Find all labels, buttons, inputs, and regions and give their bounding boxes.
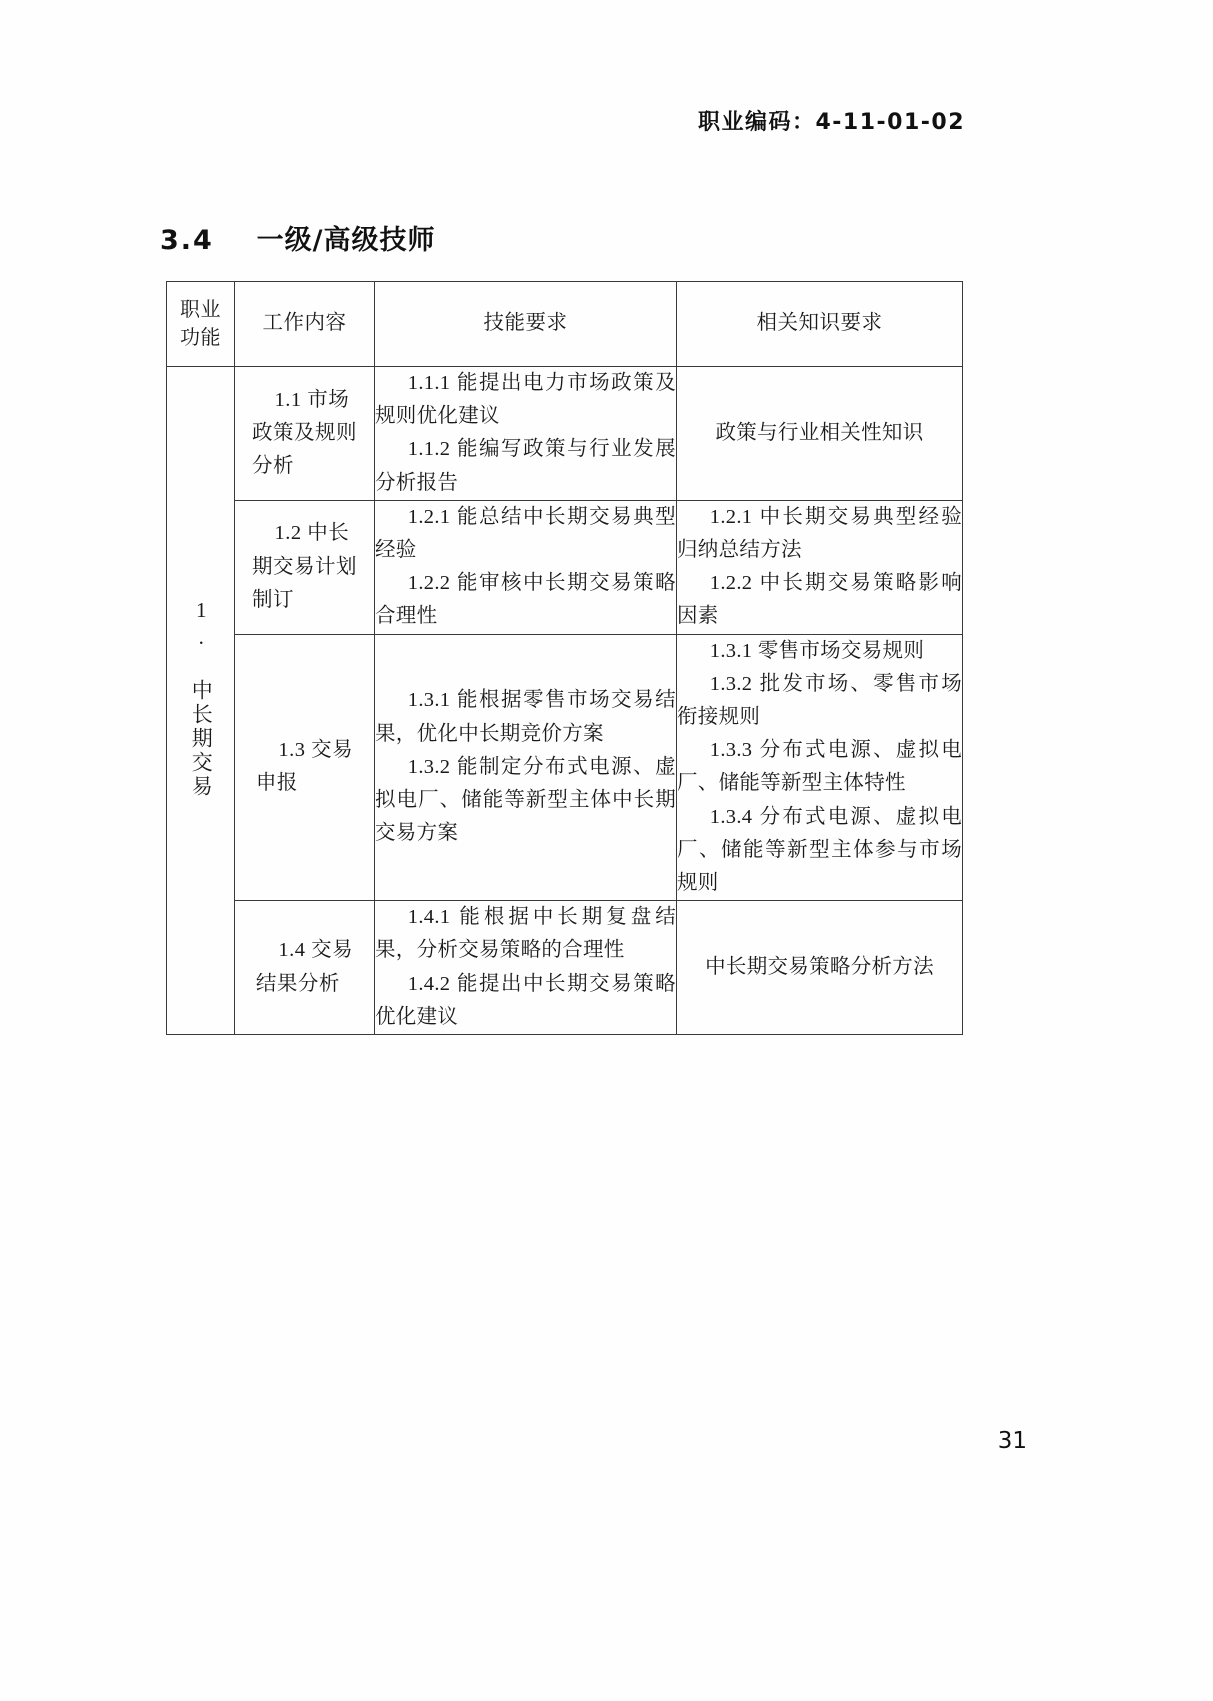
work-content-cell <box>235 500 375 634</box>
knowledge-item: 1.3.1 零售市场交易规则 <box>709 639 925 662</box>
column-header-work-content: 工作内容 <box>235 282 375 367</box>
column-header-knowledge-requirements: 相关知识要求 <box>677 282 963 367</box>
skill-requirements-cell <box>375 500 677 634</box>
function-group-label: 1. 中长期交易 <box>189 597 214 799</box>
skill-item: 1.3.2 能制定分布式电源、虚拟电厂、储能等新型主体中长期交易方案 <box>375 755 676 845</box>
skill-requirements-cell <box>375 367 677 501</box>
knowledge-requirements-cell <box>677 634 963 901</box>
knowledge-item: 1.2.2 中长期交易策略影响因素 <box>677 572 962 628</box>
page-title <box>160 218 436 257</box>
knowledge-requirements-cell <box>677 367 963 501</box>
running-header-occupation-code: 职业编码：4-11-01-02 <box>697 110 965 135</box>
table-row <box>167 500 963 634</box>
knowledge-item: 中长期交易策略分析方法 <box>705 956 934 979</box>
knowledge-requirements-cell <box>677 500 963 634</box>
work-content-line: 申报 <box>255 772 298 795</box>
skill-item: 1.2.2 能审核中长期交易策略合理性 <box>375 572 676 628</box>
work-content-line: 1.3 交易 <box>278 739 354 762</box>
work-content-line: 1.4 交易 <box>278 939 354 962</box>
page-number: 31 <box>997 1428 1027 1454</box>
work-content-line: 制订 <box>252 588 294 611</box>
knowledge-item: 1.2.1 中长期交易典型经验归纳总结方法 <box>677 505 962 562</box>
skill-standard-table <box>166 281 963 1035</box>
knowledge-item: 1.3.2 批发市场、零售市场衔接规则 <box>677 672 962 729</box>
table-row <box>167 367 963 501</box>
work-content-line: 政策及规则 <box>252 421 357 444</box>
knowledge-requirements-cell <box>677 901 963 1035</box>
work-content-line: 1.2 中长 <box>274 522 350 545</box>
skill-item: 1.1.2 能编写政策与行业发展分析报告 <box>375 438 676 494</box>
table-row <box>167 901 963 1035</box>
work-content-cell <box>235 901 375 1035</box>
knowledge-item: 1.3.4 分布式电源、虚拟电厂、储能等新型主体参与市场规则 <box>677 805 962 895</box>
skill-item: 1.3.1 能根据零售市场交易结果，优化中长期竞价方案 <box>375 689 676 745</box>
work-content-line: 分析 <box>252 455 294 477</box>
function-group-cell <box>167 367 235 1035</box>
column-header-function-line1: 职业 <box>180 299 221 321</box>
work-content-line: 结果分析 <box>255 972 340 995</box>
skill-item: 1.1.1 能提出电力市场政策及规则优化建议 <box>375 372 676 428</box>
work-content-line: 1.1 市场 <box>274 388 350 411</box>
column-header-skill-requirements: 技能要求 <box>375 282 677 367</box>
work-content-cell <box>235 634 375 901</box>
skill-requirements-cell <box>375 634 677 901</box>
work-content-cell <box>235 367 375 501</box>
column-header-function <box>167 282 235 367</box>
section-number: 3.4 <box>160 225 214 256</box>
knowledge-item: 政策与行业相关性知识 <box>715 421 924 444</box>
table-row <box>167 634 963 901</box>
skill-requirements-cell <box>375 901 677 1035</box>
knowledge-item: 1.3.3 分布式电源、虚拟电厂、储能等新型主体特性 <box>677 739 962 795</box>
column-header-function-line2: 功能 <box>180 327 221 349</box>
skill-item: 1.2.1 能总结中长期交易典型经验 <box>375 505 676 562</box>
skill-item: 1.4.1 能根据中长期复盘结果，分析交易策略的合理性 <box>375 906 676 962</box>
section-title-text: 一级/高级技师 <box>256 225 436 256</box>
skill-item: 1.4.2 能提出中长期交易策略优化建议 <box>375 972 676 1028</box>
table-header-row <box>167 282 963 367</box>
work-content-line: 期交易计划 <box>252 555 357 578</box>
